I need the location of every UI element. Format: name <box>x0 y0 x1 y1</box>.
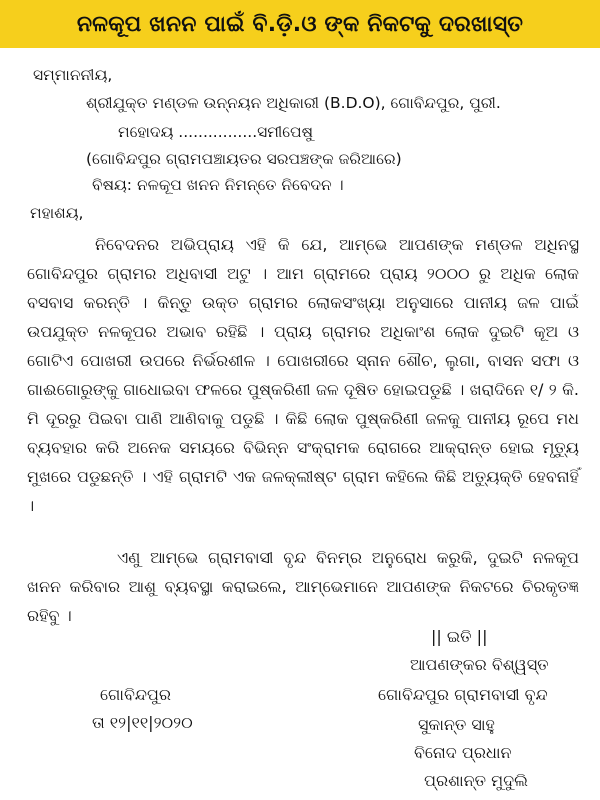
signatory-3: ପ୍ରଶାନ୍ତ ମୁଦୁଲି <box>424 771 529 790</box>
signatory-2: ବିନୋଦ ପ୍ରଧାନ <box>414 743 512 762</box>
signatory-1: ସୁକାନ୍ତ ସାହୁ <box>418 715 495 734</box>
paragraph-1-text: ନିବେଦନର ଅଭିପ୍ରାୟ ଏହି କି ଯେ, ଆମ୍ଭେ ଆପଣଙ୍କ ମଣ୍ଡଳ ଅଧିନସ୍ଥ ଗୋବିନ୍ଦପୁର ଗ୍ରାମର ଅଧିବାସୀ ଅଟୁ । ଆମ ଗ୍ରାମରେ ପ୍ରାୟ ୨୦୦୦ ରୁ ଅଧିକ ଲୋକ ବସବାସ କରନ୍ତି । କିନ୍ତୁ ଉକ୍ତ ଗ୍ରାମର ଲୋକସଂଖ୍ୟା ଅନୁସାରେ ପାନୀୟ ଜଳ ପାଇଁ ଉପଯୁକ୍ତ ନଳକୂପର ଅଭାବ ରହିଛି । ପ୍ରାୟ ଗ୍ରାମର ଅଧିକାଂଶ ଲୋକ ଦୁଇଟି କୂଅ ଓ ଗୋଟିଏ ପୋଖରୀ ଉପରେ ନିର୍ଭରଶୀଳ । ପୋଖରୀରେ ସ୍ନାନ ଶୌଚ, ଲୁଗା, ବାସନ ସଫା ଓ ଗାଈଗୋରୁଙ୍କୁ ଗାଧୋଇବା ଫଳରେ ପୁଷ୍କରିଣୀ ଜଳ ଦୂଷିତ ହୋଇପଡୁଛି । ଖରାଦିନେ ୧/ ୨ କି. ମି ଦୂରରୁ ପିଇବା ପାଣି ଆଣିବାକୁ ପଡୁଛି । କିଛି ଲୋକ ପୁଷ୍କରିଣୀ ଜଳକୁ ପାନୀୟ ରୂପେ ମଧ ବ୍ୟବହାର କରି ଅନେକ ସମୟରେ ବିଭିନ୍ନ ସଂକ୍ରାମକ ରୋଗରେ ଆକ୍ରାନ୍ତ ହୋଇ ମୃତ୍ୟୁ ମୁଖରେ ପଡୁଛନ୍ତି । ଏହି ଗ୍ରାମଟି ଏକ ଜଳକ୍ଲୀଷ୍ଟ ଗ୍ରାମ କହିଲେ କିଛି ଅତ୍ୟୁକ୍ତି ହେବନାହିଁ । <box>27 235 579 515</box>
body-paragraph-2 <box>27 543 579 630</box>
iti-line: || ଇତି || <box>431 627 488 646</box>
addressee-line: ଶ୍ରୀଯୁକ୍ତ ମଣ୍ଡଳ ଉନ୍ନୟନ ଅଧିକାରୀ (B.D.O), ଗୋବିନ୍ଦପୁର, ପୁରୀ. <box>86 94 501 112</box>
title-banner <box>0 0 600 48</box>
through-line: (ଗୋବିନ୍ଦପୁର ଗ୍ରାମପଞ୍ଚାୟତର ସରପଞ୍ଚଙ୍କ ଜରିଆରେ) <box>86 150 402 168</box>
place-line: ଗୋବିନ୍ଦପୁର <box>100 685 172 704</box>
subject-line: ବିଷୟ: ନଳକୂପ ଖନନ ନିମନ୍ତେ ନିବେଦନ । <box>92 176 344 194</box>
greeting-line: ମହାଶୟ, <box>30 204 84 222</box>
salutation-top: ସମ୍ମାନନୀୟ, <box>33 66 113 84</box>
page-title: ନଳକୂପ ଖନନ ପାଇଁ ବି.ଡ଼ି.ଓ ଙ୍କ ନିକଟକୁ ଦରଖାସ୍ତ <box>76 11 524 37</box>
mahodaya-line: ମହୋଦୟ ................ସମୀପେଷୁ <box>118 123 314 141</box>
paragraph-2-text: ଏଣୁ ଆମ୍ଭେ ଗ୍ରାମବାସୀ ବୃନ୍ଦ ବିନମ୍ର ଅନୁରୋଧ କରୁକି, ଦୁଇଟି ନଳକୂପ ଖନନ କରିବାର ଆଶୁ ବ୍ୟବସ୍ଥା କରାଇଲେ, ଆମ୍ଭେମାନେ ଆପଣଙ୍କ ନିକଟରେ ଚିରକୃତଜ୍ଞ ରହିବୁ । <box>27 548 579 625</box>
sender-group: ଗୋବିନ୍ଦପୁର ଗ୍ରାମବାସୀ ବୃନ୍ଦ <box>378 685 548 704</box>
closing-line: ଆପଣଙ୍କର ବିଶ୍ୱସ୍ତ <box>410 655 549 674</box>
date-line: ତା ୧୨|୧୧|୨୦୨୦ <box>92 713 193 732</box>
body-paragraph-1 <box>27 230 579 520</box>
